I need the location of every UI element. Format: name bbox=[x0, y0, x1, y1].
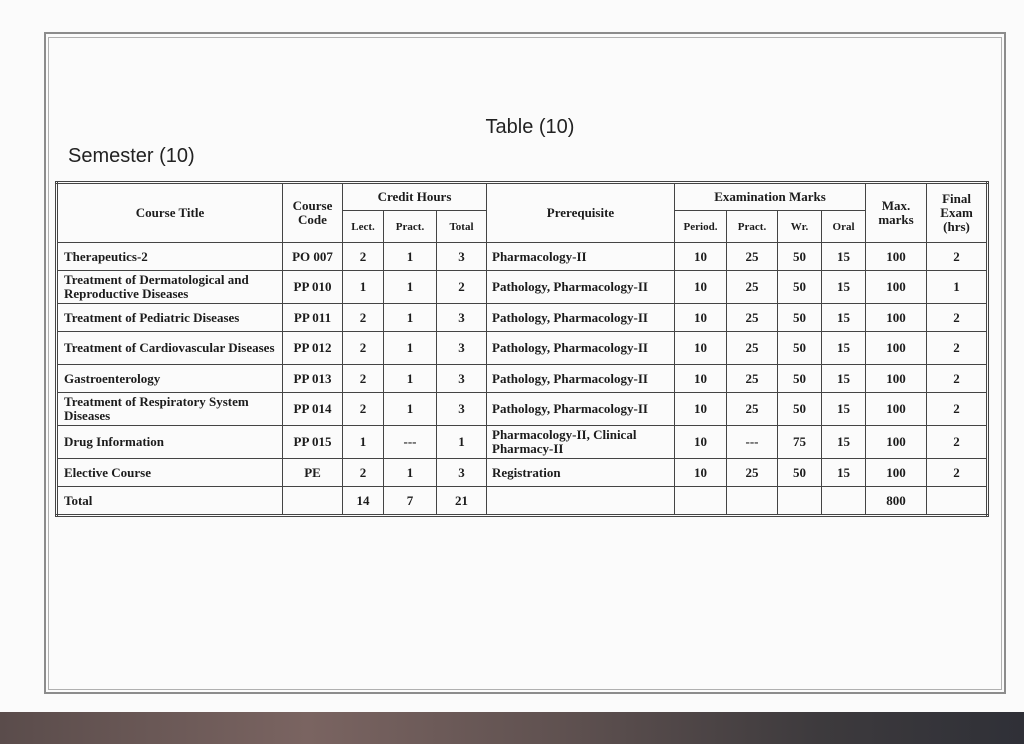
totals-pract-cell: 7 bbox=[384, 487, 437, 516]
table-row bbox=[57, 459, 988, 487]
course-code-cell: PP 015 bbox=[283, 426, 343, 459]
period-cell: 10 bbox=[675, 393, 727, 426]
table-row bbox=[57, 271, 988, 304]
final-exam-cell: 2 bbox=[927, 332, 988, 365]
pract-cell: 1 bbox=[384, 365, 437, 393]
course-title-cell: Therapeutics-2 bbox=[57, 243, 283, 271]
empty-cell bbox=[822, 487, 866, 516]
header-course-title: Course Title bbox=[57, 183, 283, 243]
prerequisite-cell: Pathology, Pharmacology-II bbox=[487, 332, 675, 365]
header-period: Period. bbox=[675, 211, 727, 243]
oral-cell: 15 bbox=[822, 459, 866, 487]
pract-cell: 1 bbox=[384, 243, 437, 271]
header-examination-marks: Examination Marks bbox=[675, 183, 866, 211]
lect-cell: 2 bbox=[343, 304, 384, 332]
oral-cell: 15 bbox=[822, 332, 866, 365]
header-credit-hours: Credit Hours bbox=[343, 183, 487, 211]
total-cell: 3 bbox=[437, 365, 487, 393]
table-row bbox=[57, 304, 988, 332]
semester-title: Semester (10) bbox=[68, 145, 195, 167]
totals-lect-cell: 14 bbox=[343, 487, 384, 516]
max-marks-cell: 100 bbox=[866, 243, 927, 271]
wr-cell: 75 bbox=[778, 426, 822, 459]
total-cell: 3 bbox=[437, 243, 487, 271]
exam-pract-cell: 25 bbox=[727, 365, 778, 393]
prerequisite-cell: Pathology, Pharmacology-II bbox=[487, 271, 675, 304]
course-table bbox=[55, 181, 989, 517]
table-row bbox=[57, 393, 988, 426]
final-exam-cell: 2 bbox=[927, 393, 988, 426]
header-max-marks: Max. marks bbox=[866, 183, 927, 243]
header-lect: Lect. bbox=[343, 211, 384, 243]
max-marks-cell: 100 bbox=[866, 271, 927, 304]
pract-cell: 1 bbox=[384, 393, 437, 426]
course-code-cell: PE bbox=[283, 459, 343, 487]
period-cell: 10 bbox=[675, 459, 727, 487]
course-title-cell: Elective Course bbox=[57, 459, 283, 487]
pract-cell: 1 bbox=[384, 271, 437, 304]
wr-cell: 50 bbox=[778, 332, 822, 365]
empty-cell bbox=[283, 487, 343, 516]
total-cell: 3 bbox=[437, 459, 487, 487]
total-cell: 3 bbox=[437, 393, 487, 426]
header-oral: Oral bbox=[822, 211, 866, 243]
total-cell: 3 bbox=[437, 304, 487, 332]
empty-cell bbox=[487, 487, 675, 516]
table-row bbox=[57, 365, 988, 393]
table-title: Table (10) bbox=[485, 116, 575, 138]
course-code-cell: PO 007 bbox=[283, 243, 343, 271]
header-course-code: Course Code bbox=[283, 183, 343, 243]
prerequisite-cell: Registration bbox=[487, 459, 675, 487]
header-pract: Pract. bbox=[384, 211, 437, 243]
table-body bbox=[57, 243, 988, 516]
totals-total-cell: 21 bbox=[437, 487, 487, 516]
lect-cell: 2 bbox=[343, 365, 384, 393]
wr-cell: 50 bbox=[778, 459, 822, 487]
empty-cell bbox=[927, 487, 988, 516]
lect-cell: 1 bbox=[343, 426, 384, 459]
scan-background bbox=[0, 712, 1024, 744]
period-cell: 10 bbox=[675, 304, 727, 332]
oral-cell: 15 bbox=[822, 393, 866, 426]
pract-cell: 1 bbox=[384, 332, 437, 365]
lect-cell: 2 bbox=[343, 332, 384, 365]
period-cell: 10 bbox=[675, 271, 727, 304]
course-title-cell: Drug Information bbox=[57, 426, 283, 459]
table-row bbox=[57, 243, 988, 271]
max-marks-cell: 100 bbox=[866, 459, 927, 487]
period-cell: 10 bbox=[675, 426, 727, 459]
oral-cell: 15 bbox=[822, 426, 866, 459]
course-code-cell: PP 013 bbox=[283, 365, 343, 393]
oral-cell: 15 bbox=[822, 243, 866, 271]
table-row bbox=[57, 426, 988, 459]
course-code-cell: PP 014 bbox=[283, 393, 343, 426]
exam-pract-cell: 25 bbox=[727, 243, 778, 271]
lect-cell: 2 bbox=[343, 393, 384, 426]
total-cell: 1 bbox=[437, 426, 487, 459]
lect-cell: 2 bbox=[343, 243, 384, 271]
lect-cell: 1 bbox=[343, 271, 384, 304]
wr-cell: 50 bbox=[778, 304, 822, 332]
totals-label-cell: Total bbox=[57, 487, 283, 516]
prerequisite-cell: Pathology, Pharmacology-II bbox=[487, 304, 675, 332]
exam-pract-cell: 25 bbox=[727, 459, 778, 487]
wr-cell: 50 bbox=[778, 365, 822, 393]
total-cell: 3 bbox=[437, 332, 487, 365]
oral-cell: 15 bbox=[822, 271, 866, 304]
final-exam-cell: 1 bbox=[927, 271, 988, 304]
max-marks-cell: 100 bbox=[866, 332, 927, 365]
empty-cell bbox=[675, 487, 727, 516]
period-cell: 10 bbox=[675, 365, 727, 393]
pract-cell: --- bbox=[384, 426, 437, 459]
prerequisite-cell: Pharmacology-II bbox=[487, 243, 675, 271]
prerequisite-cell: Pathology, Pharmacology-II bbox=[487, 365, 675, 393]
final-exam-cell: 2 bbox=[927, 304, 988, 332]
header-total: Total bbox=[437, 211, 487, 243]
oral-cell: 15 bbox=[822, 304, 866, 332]
lect-cell: 2 bbox=[343, 459, 384, 487]
wr-cell: 50 bbox=[778, 271, 822, 304]
max-marks-cell: 100 bbox=[866, 426, 927, 459]
exam-pract-cell: 25 bbox=[727, 393, 778, 426]
final-exam-cell: 2 bbox=[927, 426, 988, 459]
empty-cell bbox=[727, 487, 778, 516]
exam-pract-cell: 25 bbox=[727, 332, 778, 365]
totals-max-marks-cell: 800 bbox=[866, 487, 927, 516]
prerequisite-cell: Pharmacology-II, Clinical Pharmacy-II bbox=[487, 426, 675, 459]
totals-row bbox=[57, 487, 988, 516]
exam-pract-cell: --- bbox=[727, 426, 778, 459]
pract-cell: 1 bbox=[384, 304, 437, 332]
course-code-cell: PP 010 bbox=[283, 271, 343, 304]
course-title-cell: Treatment of Cardiovascular Diseases bbox=[57, 332, 283, 365]
final-exam-cell: 2 bbox=[927, 365, 988, 393]
header-final-exam: Final Exam (hrs) bbox=[927, 183, 988, 243]
course-code-cell: PP 012 bbox=[283, 332, 343, 365]
header-exam-pract: Pract. bbox=[727, 211, 778, 243]
exam-pract-cell: 25 bbox=[727, 271, 778, 304]
header-wr: Wr. bbox=[778, 211, 822, 243]
pract-cell: 1 bbox=[384, 459, 437, 487]
empty-cell bbox=[778, 487, 822, 516]
period-cell: 10 bbox=[675, 243, 727, 271]
course-code-cell: PP 011 bbox=[283, 304, 343, 332]
max-marks-cell: 100 bbox=[866, 365, 927, 393]
final-exam-cell: 2 bbox=[927, 459, 988, 487]
final-exam-cell: 2 bbox=[927, 243, 988, 271]
header-prerequisite: Prerequisite bbox=[487, 183, 675, 243]
exam-pract-cell: 25 bbox=[727, 304, 778, 332]
period-cell: 10 bbox=[675, 332, 727, 365]
max-marks-cell: 100 bbox=[866, 393, 927, 426]
course-title-cell: Gastroenterology bbox=[57, 365, 283, 393]
table-header bbox=[57, 183, 988, 243]
course-title-cell: Treatment of Dermatological and Reproductive Diseases bbox=[57, 271, 283, 304]
total-cell: 2 bbox=[437, 271, 487, 304]
max-marks-cell: 100 bbox=[866, 304, 927, 332]
prerequisite-cell: Pathology, Pharmacology-II bbox=[487, 393, 675, 426]
table-row bbox=[57, 332, 988, 365]
wr-cell: 50 bbox=[778, 393, 822, 426]
course-title-cell: Treatment of Respiratory System Diseases bbox=[57, 393, 283, 426]
oral-cell: 15 bbox=[822, 365, 866, 393]
course-title-cell: Treatment of Pediatric Diseases bbox=[57, 304, 283, 332]
wr-cell: 50 bbox=[778, 243, 822, 271]
